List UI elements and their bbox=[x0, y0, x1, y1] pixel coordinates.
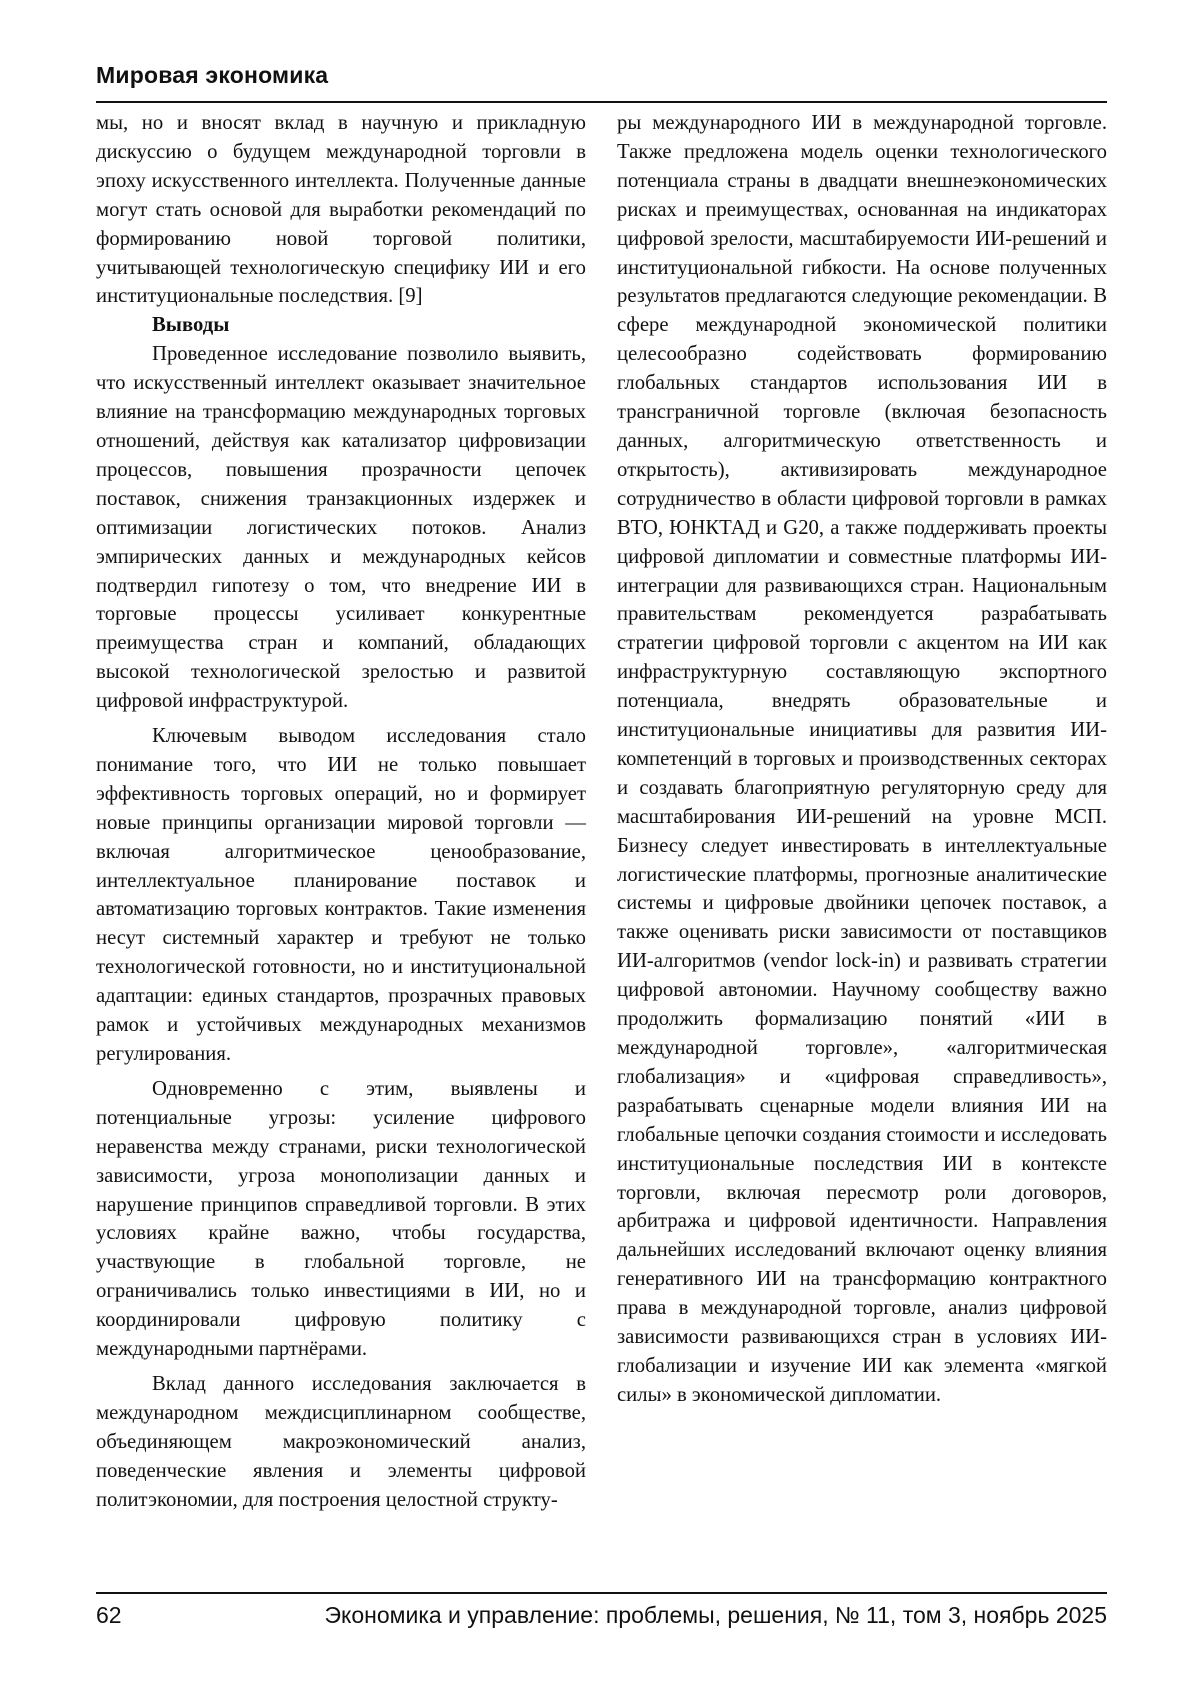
right-column bbox=[617, 109, 1107, 1410]
journal-citation: Экономика и управление: проблемы, решения, № 11, том 3, ноябрь 2025 bbox=[324, 1602, 1107, 1628]
paragraph: Одновременно с этим, выявлены и потенциальные угрозы: усиление цифрового неравенства между странами, риски технологической зависимости, угроза монополизации данных и нарушение принципов справедливой торговли. В этих условиях крайне важно, чтобы государства, участвующие в глобальной торговле, не ограничивались только инвестициями в ИИ, но и координировали цифровую политику с международными партнёрами. bbox=[96, 1077, 586, 1361]
left-column bbox=[96, 109, 586, 1515]
paragraph-continued: ры международного ИИ в международной торговле. Также предложена модель оценки технологического потенциала страны в двадцати внешнеэкономических рисках и преимуществах, основанная на индикаторах цифровой зрелости, масштабируемости ИИ-решений и институциональной гибкости. На основе полученных результатов предлагаются следующие рекомендации. В сфере международной экономической политики целесообразно содействовать формированию глобальных стандартов использования ИИ в трансграничной торговле (включая безопасность данных, алгоритмическую ответственность и открытость), активизировать международное сотрудничество в области цифровой торговли в рамках ВТО, ЮНКТАД и G20, а также поддерживать проекты цифровой дипломатии и совместные платформы ИИ-интеграции для развивающихся стран. Национальным правительствам рекомендуется разрабатывать стратегии цифровой торговли с акцентом на ИИ как инфраструктурную составляющую экспортного потенциала, внедрять образовательные и институциональные инициативы для развития ИИ-компетенций в торговых и производственных секторах и создавать благоприятную регуляторную среду для масштабирования ИИ-решений на уровне МСП. Бизнесу следует инвестировать в интеллектуальные логистические платформы, прогнозные аналитические системы и цифровые двойники цепочек поставок, а также оценивать риски зависимости от поставщиков ИИ-алгоритмов (vendor lock-in) и развивать стратегии цифровой автономии. Научному сообществу важно продолжить формализацию понятий «ИИ в международной торговле», «алгоритмическая глобализация» и «цифровая справедливость», разрабатывать сценарные модели влияния ИИ на глобальные цепочки создания стоимости и исследовать институциональные последствия ИИ в контексте торговли, включая пересмотр роли договоров, арбитража и цифровой идентичности. Направления дальнейших исследований включают оценку влияния генеративного ИИ на трансформацию контрактного права в международной торговле, анализ цифровой зависимости развивающихся стран в условиях ИИ-глобализации и изучение ИИ как элемента «мягкой силы» в экономической дипломатии. bbox=[617, 112, 1107, 1406]
paragraph: Ключевым выводом исследования стало понимание того, что ИИ не только повышает эффективность торговых операций, но и формирует новые принципы организации мировой торговли — включая алгоритмическое ценообразование, интеллектуальное планирование поставок и автоматизацию торговых контрактов. Такие изменения несут системный характер и требуют не только технологической готовности, но и институциональной адаптации: единых стандартов, прозрачных правовых рамок и устойчивых международных механизмов регулирования. bbox=[96, 725, 586, 1065]
paragraph-continued: мы, но и вносят вклад в научную и прикладную дискуссию о будущем международной торговли в эпоху искусственного интеллекта. Полученные данные могут стать основой для выработки рекомендаций по формированию новой торговой политики, учитывающей технологическую специфику ИИ и его институциональные последствия. [9] bbox=[96, 112, 586, 308]
paragraph: Проведенное исследование позволило выявить, что искусственный интеллект оказывает значительное влияние на трансформацию международных торговых отношений, действуя как катализатор цифровизации процессов, повышения прозрачности цепочек поставок, снижения транзакционных издержек и оптимизации логистических потоков. Анализ эмпирических данных и международных кейсов подтвердил гипотезу о том, что внедрение ИИ в торговые процессы усиливает конкурентные преимущества стран и компаний, обладающих высокой технологической зрелостью и развитой цифровой инфраструктурой. bbox=[96, 343, 586, 713]
page-number: 62 bbox=[96, 1602, 122, 1628]
conclusions-heading: Выводы bbox=[152, 314, 230, 337]
footer-divider bbox=[96, 1592, 1107, 1594]
page-footer bbox=[96, 1602, 1107, 1629]
paragraph: Вклад данного исследования заключается в международном междисциплинарном сообществе, объединяющем макроэкономический анализ, поведенческие явления и элементы цифровой политэкономии, для построения целостной структу- bbox=[96, 1372, 586, 1511]
section-title: Мировая экономика bbox=[96, 62, 329, 88]
header-divider bbox=[96, 101, 1107, 103]
